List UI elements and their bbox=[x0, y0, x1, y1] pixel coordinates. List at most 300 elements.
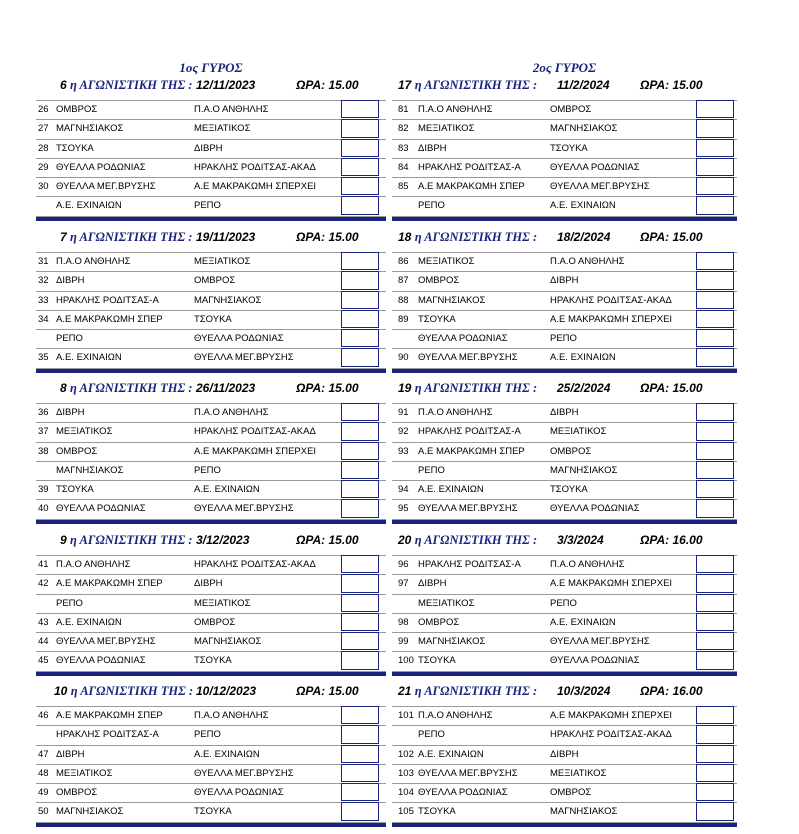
away-team: Π.Α.Ο ΑΝΘΗΛΗΣ bbox=[550, 256, 625, 267]
table-row bbox=[36, 614, 386, 633]
away-team: ΜΕΞΙΑΤΙΚΟΣ bbox=[550, 426, 607, 438]
game-number: 32 bbox=[38, 275, 49, 287]
away-team: Α.Ε. ΕΧΙΝΑΙΩΝ bbox=[550, 200, 616, 212]
table-row bbox=[36, 197, 386, 216]
game-number: 99 bbox=[398, 636, 409, 648]
game-number: 44 bbox=[38, 636, 49, 648]
section-divider bbox=[36, 369, 386, 373]
score-box bbox=[696, 574, 734, 592]
table-row bbox=[392, 311, 737, 330]
game-number: 36 bbox=[38, 407, 49, 418]
matchday-title bbox=[398, 78, 537, 93]
table-row bbox=[36, 311, 386, 330]
home-team: ΜΑΓΝΗΣΙΑΚΟΣ bbox=[56, 464, 124, 476]
game-number: 49 bbox=[38, 787, 49, 799]
game-number: 26 bbox=[38, 104, 49, 115]
matchday-number: 7 bbox=[60, 230, 67, 244]
game-number: 104 bbox=[398, 787, 414, 799]
away-team: ΘΥΕΛΛΑ ΜΕΓ.ΒΡΥΣΗΣ bbox=[194, 352, 294, 364]
first-round-title: 1ος ΓΥΡΟΣ bbox=[179, 60, 243, 75]
matchday-date: 3/12/2023 bbox=[196, 533, 250, 547]
table-row bbox=[392, 403, 737, 423]
game-number: 29 bbox=[38, 161, 49, 173]
game-number: 37 bbox=[38, 426, 49, 438]
section-divider bbox=[36, 672, 386, 676]
table-row bbox=[36, 784, 386, 803]
matchday-header bbox=[392, 78, 737, 96]
home-team: ΗΡΑΚΛΗΣ ΡΟΔΙΤΣΑΣ-Α bbox=[418, 426, 521, 438]
away-team: ΡΕΠΟ bbox=[194, 729, 221, 741]
home-team: ΘΥΕΛΛΑ ΡΟΔΩΝΙΑΣ bbox=[56, 161, 146, 173]
score-box bbox=[696, 706, 734, 724]
table-row bbox=[36, 120, 386, 139]
game-number: 35 bbox=[38, 352, 49, 364]
home-team: ΘΥΕΛΛΑ ΡΟΔΩΝΙΑΣ bbox=[56, 655, 146, 667]
matchday-label: η ΑΓΩΝΙΣΤΙΚΗ ΤΗΣ : bbox=[414, 230, 538, 244]
matchday-title bbox=[60, 78, 192, 93]
table-row bbox=[392, 765, 737, 784]
matchday-date: 18/2/2024 bbox=[557, 230, 611, 244]
home-team: Α.Ε. ΕΧΙΝΑΙΩΝ bbox=[56, 352, 122, 364]
home-team: ΜΑΓΝΗΣΙΑΚΟΣ bbox=[418, 294, 486, 306]
home-team: ΘΥΕΛΛΑ ΜΕΓ.ΒΡΥΣΗΣ bbox=[56, 636, 156, 648]
home-team: ΘΥΕΛΛΑ ΡΟΔΩΝΙΑΣ bbox=[418, 787, 508, 799]
away-team: ΘΥΕΛΛΑ ΡΟΔΩΝΙΑΣ bbox=[194, 787, 284, 799]
score-box bbox=[696, 442, 734, 460]
matchday-label: η ΑΓΩΝΙΣΤΙΚΗ ΤΗΣ : bbox=[70, 381, 193, 395]
away-team: ΡΕΠΟ bbox=[550, 333, 577, 345]
away-team: Α.Ε ΜΑΚΡΑΚΩΜΗ ΣΠΕΡΧΕΙ bbox=[194, 181, 317, 193]
fixtures-table bbox=[36, 706, 386, 823]
score-box bbox=[696, 802, 734, 820]
matchday-title bbox=[60, 381, 192, 396]
home-team: ΗΡΑΚΛΗΣ ΡΟΔΙΤΣΑΣ-Α bbox=[418, 559, 521, 570]
score-box bbox=[341, 745, 379, 763]
game-number: 41 bbox=[38, 559, 49, 570]
score-box bbox=[341, 329, 379, 347]
matchday-time: ΩΡΑ: 15.00 bbox=[296, 230, 359, 244]
matchday-header bbox=[392, 533, 737, 551]
matchday-number: 17 bbox=[398, 78, 412, 92]
table-row bbox=[36, 403, 386, 423]
matchday-number: 21 bbox=[398, 684, 412, 698]
score-box bbox=[696, 158, 734, 176]
fixtures-table bbox=[36, 555, 386, 672]
home-team: ΤΣΟΥΚΑ bbox=[56, 142, 94, 154]
score-box bbox=[341, 725, 379, 743]
table-row bbox=[392, 784, 737, 803]
matchday-header bbox=[36, 684, 386, 702]
matchday-header bbox=[392, 381, 737, 399]
home-team: Α.Ε ΜΑΚΡΑΚΩΜΗ ΣΠΕΡ bbox=[418, 445, 525, 457]
home-team: ΗΡΑΚΛΗΣ ΡΟΔΙΤΣΑΣ-Α bbox=[56, 729, 159, 741]
score-box bbox=[341, 177, 379, 195]
home-team: ΡΕΠΟ bbox=[418, 729, 445, 741]
table-row bbox=[392, 706, 737, 726]
home-team: ΟΜΒΡΟΣ bbox=[418, 275, 460, 287]
game-number: 48 bbox=[38, 767, 49, 779]
home-team: ΡΕΠΟ bbox=[418, 464, 445, 476]
table-row bbox=[36, 726, 386, 745]
home-team: ΔΙΒΡΗ bbox=[418, 578, 447, 590]
fixtures-table bbox=[392, 555, 737, 672]
away-team: ΘΥΕΛΛΑ ΜΕΓ.ΒΡΥΣΗΣ bbox=[550, 636, 650, 648]
score-box bbox=[341, 119, 379, 137]
table-row bbox=[36, 423, 386, 442]
home-team: ΤΣΟΥΚΑ bbox=[56, 484, 94, 496]
table-row bbox=[392, 140, 737, 159]
table-row bbox=[36, 272, 386, 291]
table-row bbox=[36, 706, 386, 726]
game-number: 43 bbox=[38, 616, 49, 628]
table-row bbox=[36, 595, 386, 614]
home-team: ΘΥΕΛΛΑ ΜΕΓ.ΒΡΥΣΗΣ bbox=[56, 181, 156, 193]
score-box bbox=[341, 706, 379, 724]
table-row bbox=[36, 633, 386, 652]
matchday-label: η ΑΓΩΝΙΣΤΙΚΗ ΤΗΣ : bbox=[414, 381, 538, 395]
game-number: 31 bbox=[38, 256, 49, 267]
table-row bbox=[36, 140, 386, 159]
away-team: ΜΑΓΝΗΣΙΑΚΟΣ bbox=[194, 636, 262, 648]
section-divider bbox=[392, 217, 737, 221]
fixtures-table bbox=[36, 252, 386, 369]
matchday-date: 3/3/2024 bbox=[557, 533, 604, 547]
score-box bbox=[341, 310, 379, 328]
table-row bbox=[392, 292, 737, 311]
table-row bbox=[392, 614, 737, 633]
game-number: 82 bbox=[398, 123, 409, 135]
table-row bbox=[392, 100, 737, 120]
away-team: ΤΣΟΥΚΑ bbox=[550, 484, 588, 496]
away-team: ΘΥΕΛΛΑ ΜΕΓ.ΒΡΥΣΗΣ bbox=[550, 181, 650, 193]
score-box bbox=[341, 783, 379, 801]
game-number: 83 bbox=[398, 142, 409, 154]
score-box bbox=[341, 461, 379, 479]
matchday-header bbox=[392, 684, 737, 702]
score-box bbox=[696, 252, 734, 270]
score-box bbox=[341, 291, 379, 309]
home-team: ΘΥΕΛΛΑ ΡΟΔΩΝΙΑΣ bbox=[418, 333, 508, 345]
score-box bbox=[341, 100, 379, 118]
matchday-number: 20 bbox=[398, 533, 412, 547]
table-row bbox=[392, 575, 737, 594]
away-team: ΤΣΟΥΚΑ bbox=[194, 655, 232, 667]
home-team: Α.Ε. ΕΧΙΝΑΙΩΝ bbox=[56, 200, 122, 212]
away-team: Α.Ε. ΕΧΙΝΑΙΩΝ bbox=[194, 484, 260, 496]
table-row bbox=[36, 178, 386, 197]
game-number: 88 bbox=[398, 294, 409, 306]
game-number: 47 bbox=[38, 748, 49, 760]
table-row bbox=[392, 423, 737, 442]
game-number: 102 bbox=[398, 748, 414, 760]
score-box bbox=[341, 632, 379, 650]
table-row bbox=[392, 726, 737, 745]
score-box bbox=[696, 480, 734, 498]
game-number: 90 bbox=[398, 352, 409, 364]
score-box bbox=[341, 442, 379, 460]
table-row bbox=[392, 330, 737, 349]
home-team: ΡΕΠΟ bbox=[56, 597, 83, 609]
home-team: ΜΕΞΙΑΤΙΚΟΣ bbox=[418, 597, 475, 609]
home-team: ΔΙΒΡΗ bbox=[56, 407, 85, 418]
away-team: ΜΑΓΝΗΣΙΑΚΟΣ bbox=[550, 806, 618, 818]
matchday-header bbox=[36, 381, 386, 399]
home-team: Α.Ε ΜΑΚΡΑΚΩΜΗ ΣΠΕΡ bbox=[56, 313, 163, 325]
away-team: Α.Ε. ΕΧΙΝΑΙΩΝ bbox=[550, 352, 616, 364]
away-team: ΔΙΒΡΗ bbox=[550, 275, 579, 287]
away-team: ΡΕΠΟ bbox=[550, 597, 577, 609]
fixtures-table bbox=[392, 252, 737, 369]
away-team: ΘΥΕΛΛΑ ΡΟΔΩΝΙΑΣ bbox=[550, 655, 640, 667]
score-box bbox=[696, 745, 734, 763]
score-box bbox=[341, 764, 379, 782]
score-box bbox=[696, 271, 734, 289]
away-team: Α.Ε. ΕΧΙΝΑΙΩΝ bbox=[194, 748, 260, 760]
score-box bbox=[696, 422, 734, 440]
game-number: 105 bbox=[398, 806, 414, 818]
score-box bbox=[696, 594, 734, 612]
home-team: ΔΙΒΡΗ bbox=[56, 275, 85, 287]
score-box bbox=[696, 632, 734, 650]
game-number: 91 bbox=[398, 407, 409, 418]
game-number: 101 bbox=[398, 710, 414, 721]
home-team: ΔΙΒΡΗ bbox=[418, 142, 447, 154]
away-team: ΟΜΒΡΟΣ bbox=[194, 616, 236, 628]
away-team: ΘΥΕΛΛΑ ΡΟΔΩΝΙΑΣ bbox=[550, 161, 640, 173]
score-box bbox=[696, 764, 734, 782]
game-number: 30 bbox=[38, 181, 49, 193]
second-round-title: 2ος ΓΥΡΟΣ bbox=[532, 60, 597, 75]
table-row bbox=[36, 575, 386, 594]
matchday-label: η ΑΓΩΝΙΣΤΙΚΗ ΤΗΣ : bbox=[70, 78, 193, 92]
away-team: Π.Α.Ο ΑΝΘΗΛΗΣ bbox=[550, 559, 625, 570]
away-team: ΜΑΓΝΗΣΙΑΚΟΣ bbox=[550, 464, 618, 476]
table-row bbox=[392, 803, 737, 822]
away-team: ΗΡΑΚΛΗΣ ΡΟΔΙΤΣΑΣ-ΑΚΑΔ bbox=[194, 426, 316, 438]
away-team: ΔΙΒΡΗ bbox=[194, 142, 223, 154]
matchday-date: 11/2/2024 bbox=[557, 78, 610, 92]
table-row bbox=[36, 652, 386, 671]
game-number: 87 bbox=[398, 275, 409, 287]
away-team: ΜΑΓΝΗΣΙΑΚΟΣ bbox=[194, 294, 262, 306]
matchday-number: 9 bbox=[60, 533, 67, 547]
score-box bbox=[341, 480, 379, 498]
table-row bbox=[392, 120, 737, 139]
section-divider bbox=[392, 823, 737, 827]
matchday-title bbox=[54, 684, 193, 699]
away-team: ΡΕΠΟ bbox=[194, 464, 221, 476]
table-row bbox=[392, 462, 737, 481]
away-team: ΘΥΕΛΛΑ ΜΕΓ.ΒΡΥΣΗΣ bbox=[194, 767, 294, 779]
table-row bbox=[392, 178, 737, 197]
matchday-time: ΩΡΑ: 15.00 bbox=[640, 381, 703, 395]
away-team: Π.Α.Ο ΑΝΘΗΛΗΣ bbox=[194, 407, 269, 418]
score-box bbox=[696, 177, 734, 195]
table-row bbox=[392, 197, 737, 216]
matchday-title bbox=[398, 230, 537, 245]
score-box bbox=[696, 555, 734, 573]
home-team: ΜΕΞΙΑΤΙΚΟΣ bbox=[418, 123, 475, 135]
matchday-time: ΩΡΑ: 16.00 bbox=[640, 533, 703, 547]
table-row bbox=[392, 481, 737, 500]
score-box bbox=[696, 329, 734, 347]
score-box bbox=[696, 403, 734, 421]
score-box bbox=[341, 158, 379, 176]
away-team: ΤΣΟΥΚΑ bbox=[550, 142, 588, 154]
section-divider bbox=[36, 823, 386, 827]
home-team: Α.Ε ΜΑΚΡΑΚΩΜΗ ΣΠΕΡ bbox=[56, 578, 163, 590]
away-team: ΗΡΑΚΛΗΣ ΡΟΔΙΤΣΑΣ-ΑΚΑΔ bbox=[194, 559, 316, 570]
score-box bbox=[696, 348, 734, 366]
home-team: Π.Α.Ο ΑΝΘΗΛΗΣ bbox=[56, 559, 131, 570]
game-number: 34 bbox=[38, 313, 49, 325]
home-team: ΟΜΒΡΟΣ bbox=[56, 445, 98, 457]
score-box bbox=[696, 461, 734, 479]
home-team: ΟΜΒΡΟΣ bbox=[418, 616, 460, 628]
home-team: ΜΑΓΝΗΣΙΑΚΟΣ bbox=[56, 806, 124, 818]
table-row bbox=[392, 746, 737, 765]
matchday-date: 10/12/2023 bbox=[196, 684, 257, 698]
score-box bbox=[341, 139, 379, 157]
away-team: Α.Ε ΜΑΚΡΑΚΩΜΗ ΣΠΕΡΧΕΙ bbox=[550, 710, 673, 721]
fixtures-table bbox=[392, 100, 737, 217]
score-box bbox=[696, 783, 734, 801]
matchday-header bbox=[36, 78, 386, 96]
table-row bbox=[392, 272, 737, 291]
matchday-label: η ΑΓΩΝΙΣΤΙΚΗ ΤΗΣ : bbox=[70, 684, 194, 698]
matchday-label: η ΑΓΩΝΙΣΤΙΚΗ ΤΗΣ : bbox=[414, 533, 538, 547]
matchday-date: 26/11/2023 bbox=[196, 381, 256, 395]
score-box bbox=[696, 651, 734, 669]
matchday-time: ΩΡΑ: 15.00 bbox=[296, 684, 359, 698]
away-team: ΜΕΞΙΑΤΙΚΟΣ bbox=[550, 767, 607, 779]
away-team: ΟΜΒΡΟΣ bbox=[194, 275, 236, 287]
table-row bbox=[392, 555, 737, 575]
score-box bbox=[341, 422, 379, 440]
game-number: 103 bbox=[398, 767, 414, 779]
score-box bbox=[341, 574, 379, 592]
matchday-time: ΩΡΑ: 15.00 bbox=[296, 381, 359, 395]
matchday-label: η ΑΓΩΝΙΣΤΙΚΗ ΤΗΣ : bbox=[70, 533, 193, 547]
away-team: ΗΡΑΚΛΗΣ ΡΟΔΙΤΣΑΣ-ΑΚΑΔ bbox=[194, 161, 316, 173]
away-team: ΤΣΟΥΚΑ bbox=[194, 313, 232, 325]
home-team: ΘΥΕΛΛΑ ΡΟΔΩΝΙΑΣ bbox=[56, 503, 146, 515]
game-number: 84 bbox=[398, 161, 409, 173]
matchday-header bbox=[36, 230, 386, 248]
score-box bbox=[341, 613, 379, 631]
matchday-label: η ΑΓΩΝΙΣΤΙΚΗ ΤΗΣ : bbox=[414, 78, 538, 92]
score-box bbox=[341, 252, 379, 270]
away-team: ΟΜΒΡΟΣ bbox=[550, 104, 592, 115]
game-number: 98 bbox=[398, 616, 409, 628]
home-team: ΘΥΕΛΛΑ ΜΕΓ.ΒΡΥΣΗΣ bbox=[418, 767, 518, 779]
score-box bbox=[341, 499, 379, 517]
matchday-time: ΩΡΑ: 15.00 bbox=[296, 78, 359, 92]
home-team: ΔΙΒΡΗ bbox=[56, 748, 85, 760]
table-row bbox=[36, 462, 386, 481]
game-number: 40 bbox=[38, 503, 49, 515]
table-row bbox=[36, 500, 386, 519]
table-row bbox=[392, 443, 737, 462]
table-row bbox=[36, 746, 386, 765]
home-team: ΗΡΑΚΛΗΣ ΡΟΔΙΤΣΑΣ-Α bbox=[418, 161, 521, 173]
game-number: 27 bbox=[38, 123, 49, 135]
matchday-date: 10/3/2024 bbox=[557, 684, 611, 698]
matchday-number: 6 bbox=[60, 78, 67, 92]
home-team: ΡΕΠΟ bbox=[418, 200, 445, 212]
table-row bbox=[392, 652, 737, 671]
home-team: Π.Α.Ο ΑΝΘΗΛΗΣ bbox=[418, 104, 493, 115]
fixtures-table bbox=[392, 706, 737, 823]
home-team: Π.Α.Ο ΑΝΘΗΛΗΣ bbox=[56, 256, 131, 267]
home-team: Α.Ε. ΕΧΙΝΑΙΩΝ bbox=[418, 748, 484, 760]
matchday-time: ΩΡΑ: 15.00 bbox=[640, 230, 703, 244]
table-row bbox=[392, 349, 737, 368]
away-team: Α.Ε ΜΑΚΡΑΚΩΜΗ ΣΠΕΡΧΕΙ bbox=[550, 313, 673, 325]
home-team: Π.Α.Ο ΑΝΘΗΛΗΣ bbox=[418, 710, 493, 721]
score-box bbox=[696, 310, 734, 328]
matchday-number: 18 bbox=[398, 230, 412, 244]
score-box bbox=[696, 196, 734, 214]
fixtures-table bbox=[392, 403, 737, 520]
score-box bbox=[696, 291, 734, 309]
away-team: ΗΡΑΚΛΗΣ ΡΟΔΙΤΣΑΣ-ΑΚΑΔ bbox=[550, 294, 672, 306]
score-box bbox=[341, 271, 379, 289]
section-divider bbox=[36, 520, 386, 524]
home-team: ΡΕΠΟ bbox=[56, 333, 83, 345]
score-box bbox=[341, 348, 379, 366]
score-box bbox=[341, 594, 379, 612]
table-row bbox=[392, 633, 737, 652]
home-team: ΜΑΓΝΗΣΙΑΚΟΣ bbox=[418, 636, 486, 648]
matchday-date: 12/11/2023 bbox=[196, 78, 256, 92]
matchday-header bbox=[392, 230, 737, 248]
game-number: 95 bbox=[398, 503, 409, 515]
fixtures-table bbox=[36, 100, 386, 217]
score-box bbox=[696, 100, 734, 118]
away-team: ΟΜΒΡΟΣ bbox=[550, 445, 592, 457]
home-team: Α.Ε ΜΑΚΡΑΚΩΜΗ ΣΠΕΡ bbox=[418, 181, 525, 193]
matchday-label: η ΑΓΩΝΙΣΤΙΚΗ ΤΗΣ : bbox=[414, 684, 538, 698]
away-team: ΜΕΞΙΑΤΙΚΟΣ bbox=[194, 597, 251, 609]
matchday-date: 25/2/2024 bbox=[557, 381, 611, 395]
away-team: ΔΙΒΡΗ bbox=[550, 748, 579, 760]
section-divider bbox=[36, 217, 386, 221]
table-row bbox=[392, 500, 737, 519]
matchday-time: ΩΡΑ: 15.00 bbox=[296, 533, 359, 547]
away-team: ΜΑΓΝΗΣΙΑΚΟΣ bbox=[550, 123, 618, 135]
game-number: 93 bbox=[398, 445, 409, 457]
game-number: 89 bbox=[398, 313, 409, 325]
table-row bbox=[36, 443, 386, 462]
game-number: 100 bbox=[398, 655, 414, 667]
matchday-title bbox=[398, 533, 537, 548]
away-team: ΟΜΒΡΟΣ bbox=[550, 787, 592, 799]
matchday-time: ΩΡΑ: 16.00 bbox=[640, 684, 703, 698]
away-team: ΔΙΒΡΗ bbox=[550, 407, 579, 418]
home-team: ΤΣΟΥΚΑ bbox=[418, 655, 456, 667]
game-number: 86 bbox=[398, 256, 409, 267]
home-team: Α.Ε. ΕΧΙΝΑΙΩΝ bbox=[56, 616, 122, 628]
matchday-title bbox=[60, 533, 192, 548]
fixtures-table bbox=[36, 403, 386, 520]
home-team: ΟΜΒΡΟΣ bbox=[56, 787, 98, 799]
table-row bbox=[36, 555, 386, 575]
away-team: Π.Α.Ο ΑΝΘΗΛΗΣ bbox=[194, 104, 269, 115]
table-row bbox=[392, 252, 737, 272]
game-number: 39 bbox=[38, 484, 49, 496]
home-team: ΜΕΞΙΑΤΙΚΟΣ bbox=[56, 426, 113, 438]
